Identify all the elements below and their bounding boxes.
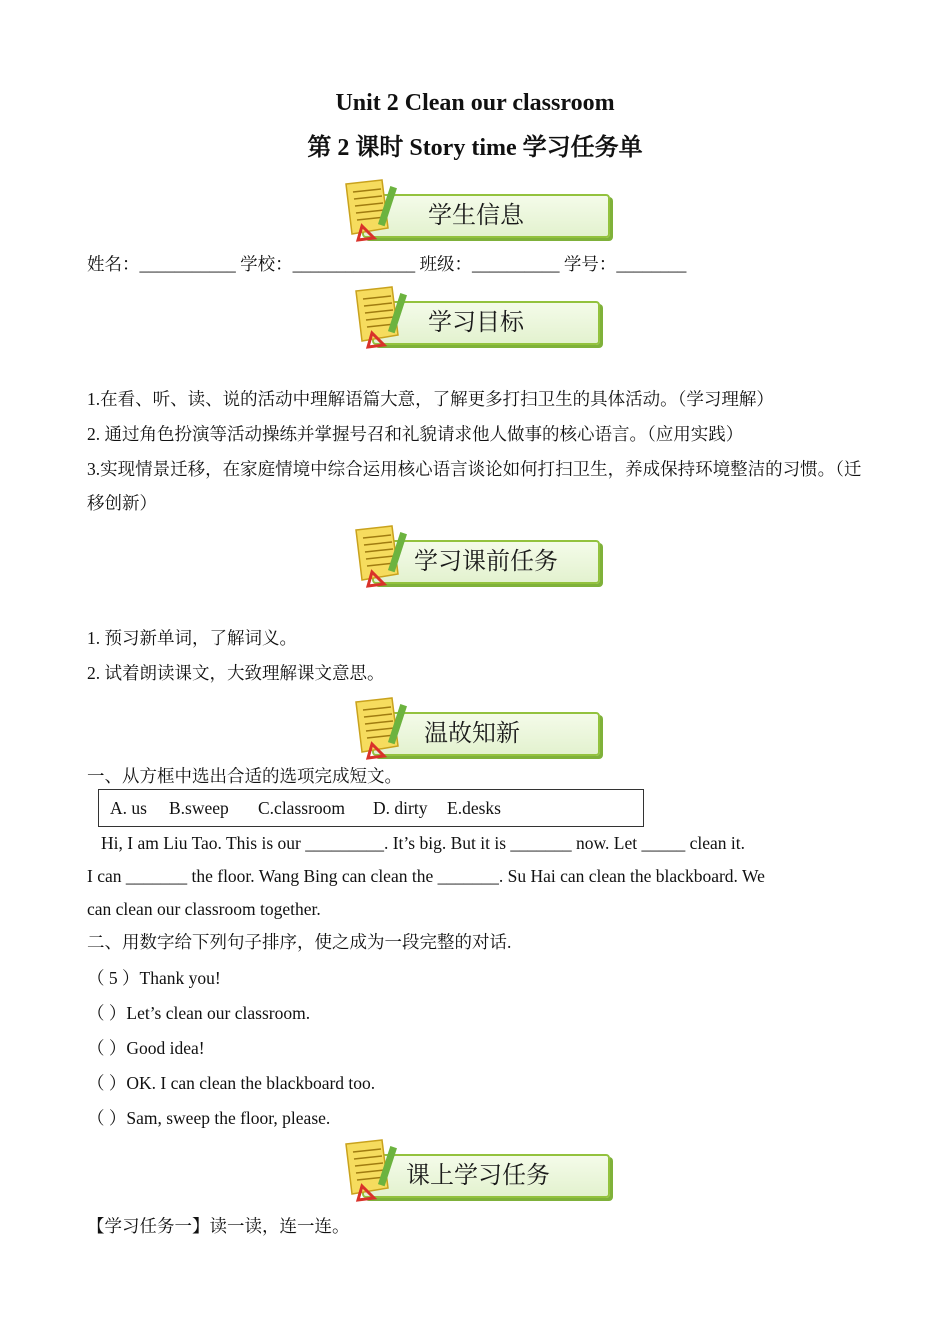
order-item: （ ）Let’s clean our classroom. [87,1003,311,1023]
order-item: （ ）OK. I can clean the blackboard too. [87,1073,376,1093]
order-item: （ ）Sam, sweep the floor, please. [87,1108,331,1128]
preview-item: 1. 预习新单词，了解词义。 [87,628,297,648]
option-item: E.desks [447,798,501,818]
banner-goals [350,283,605,353]
passage-line: I can _______ the floor. Wang Bing can clean the _______. Su Hai can clean the blackboard. We [87,866,765,886]
passage-line: Hi, I am Liu Tao. This is our _________. It’s big. But it is _______ now. Let _____ clean it. [101,833,745,853]
goal-item: 3.实现情景迁移，在家庭情境中综合运用核心语言谈论如何打扫卫生，养成保持环境整洁的习惯。（迁移创新） [87,459,862,513]
order-item: （ ）Good idea! [87,1038,205,1058]
goal-item: 1.在看、听、读、说的活动中理解语篇大意，了解更多打扫卫生的具体活动。（学习理解） [87,389,774,409]
order-item: （ 5 ）Thank you! [87,968,221,988]
document-subtitle: 第 2 课时 Story time 学习任务单 [307,135,643,161]
option-item: A. us [110,798,147,818]
option-item: C.classroom [258,798,346,818]
preview-item: 2. 试着朗读课文，大致理解课文意思。 [87,663,385,683]
banner-label: 学习课前任务 [414,547,558,575]
banner-review [350,694,605,764]
banner-label: 温故知新 [424,719,520,747]
notepad-pencil-icon [340,176,420,246]
banner-label: 学习目标 [428,308,524,336]
question-heading: 二、用数字给下列句子排序，使之成为一段完整的对话. [87,932,512,952]
document-title: Unit 2 Clean our classroom [335,90,615,116]
task-heading: 【学习任务一】读一读，连一连。 [87,1216,350,1236]
banner-label: 学生信息 [428,201,524,229]
option-item: B.sweep [169,798,229,818]
student-info-line: 姓名：___________ 学校：______________ 班级：__________ 学号：________ [87,254,687,274]
banner-student-info [340,176,615,246]
goal-item: 2. 通过角色扮演等活动操练并掌握号召和礼貌请求他人做事的核心语言。（应用实践） [87,424,744,444]
question-heading: 一、从方框中选出合适的选项完成短文。 [87,766,402,786]
banner-inclass [340,1136,615,1206]
notepad-pencil-icon [350,283,430,353]
options-box [98,789,644,827]
notepad-pencil-icon [350,694,430,764]
passage-line: can clean our classroom together. [87,899,321,919]
banner-label: 课上学习任务 [406,1161,550,1189]
option-item: D. dirty [373,798,428,818]
banner-preview [350,522,605,592]
